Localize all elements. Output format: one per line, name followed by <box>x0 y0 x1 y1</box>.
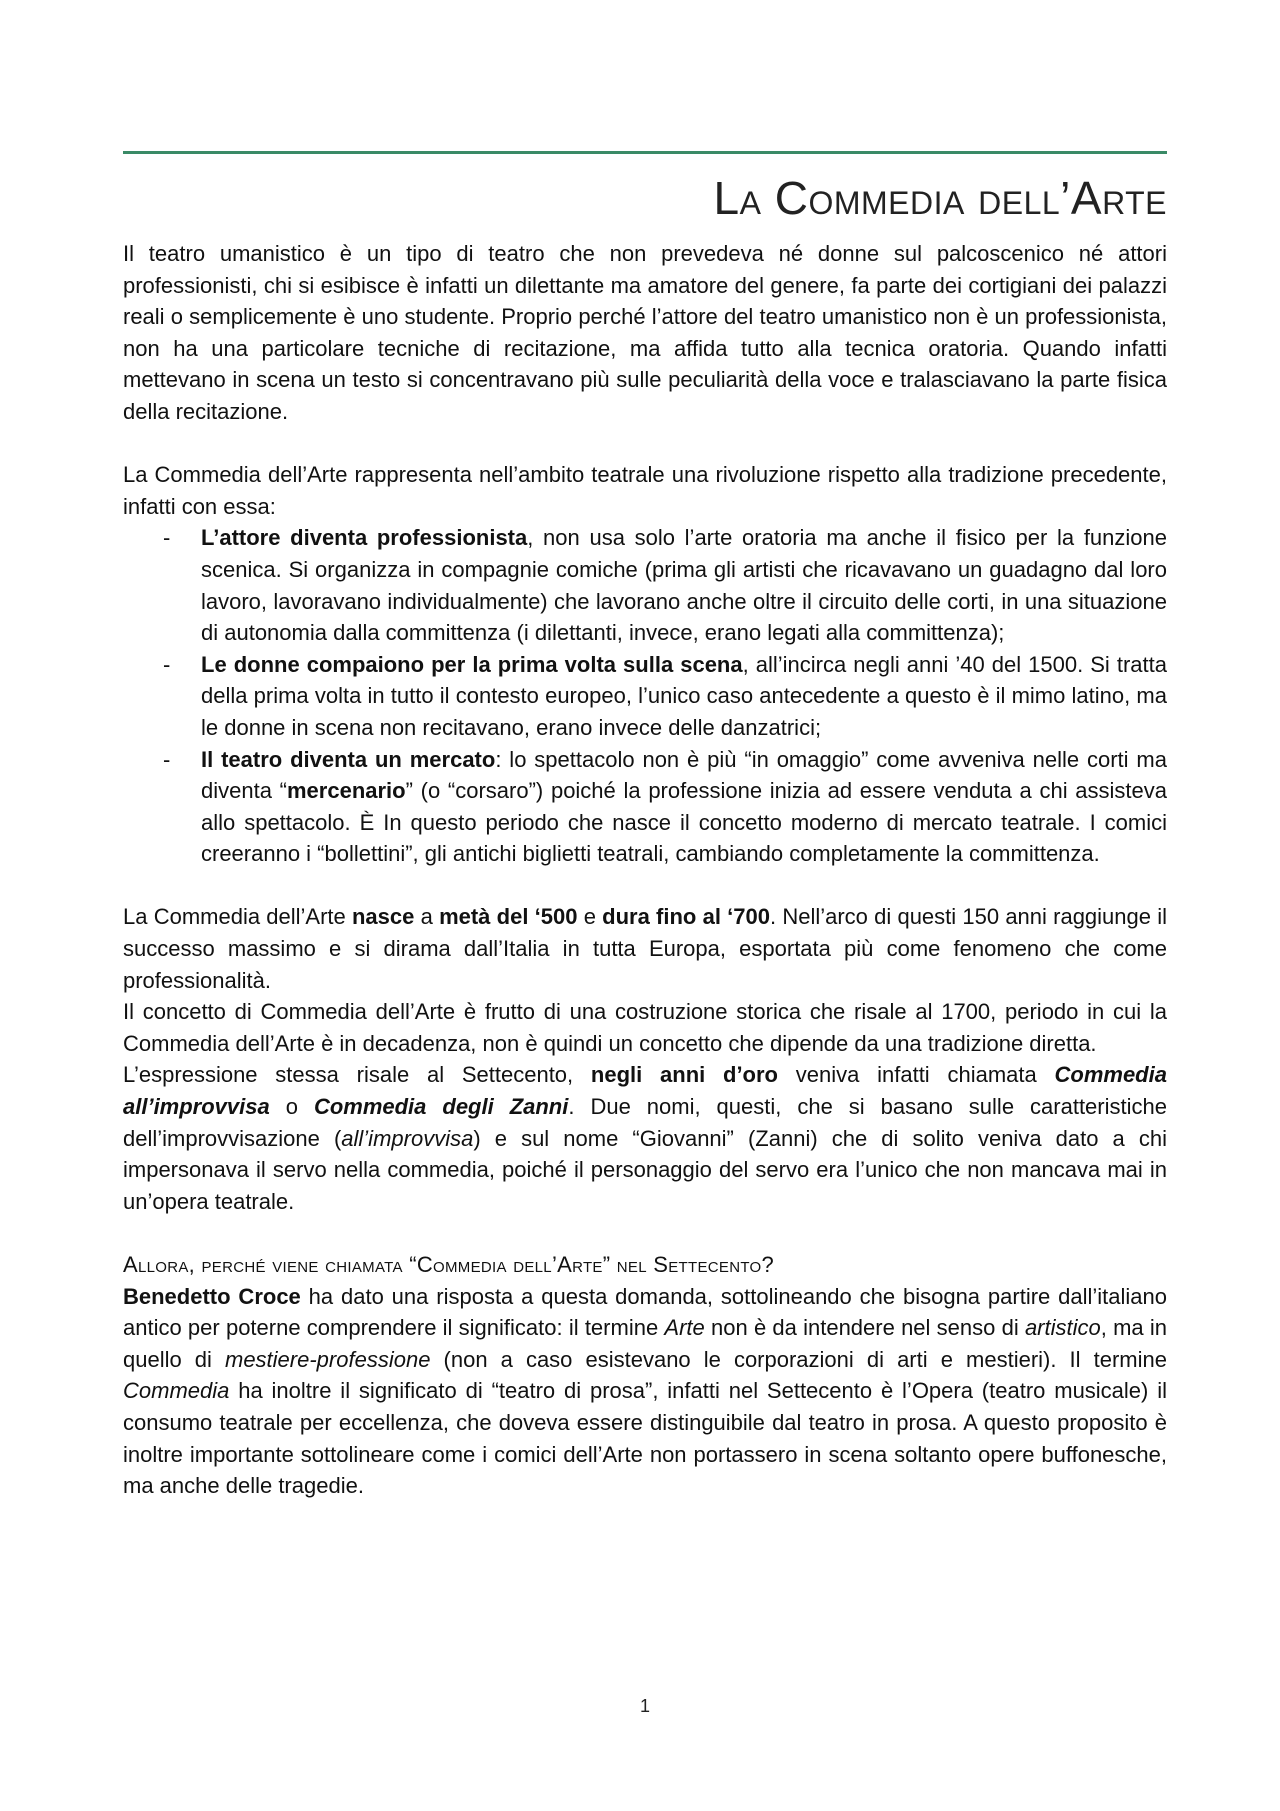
list-item: - L’attore diventa professionista, non usa solo l’arte oratoria ma anche il fisico per la funzione scenica. Si organizza in compagnie comiche (prima gli artisti che ricavavano un guadagno dal loro lavoro, lavoravano individualmente) che lavorano anche oltre il circuito delle corti, in una situazione di autonomia dalla committenza (i dilettanti, invece, erano legati alla committenza); <box>123 522 1167 648</box>
paragraph-nascita: La Commedia dell’Arte nasce a metà del ‘500 e dura fino al ‘700. Nell’arco di questi 150 anni raggiunge il successo massimo e si dirama dall’Italia in tutta Europa, esportata più come fenomeno che come professionalità. <box>123 904 1167 993</box>
document-body <box>123 238 1167 1502</box>
paragraph-rivoluzione: La Commedia dell’Arte rappresenta nell’ambito teatrale una rivoluzione rispetto alla tradizione precedente, infatti con essa: <box>123 462 1167 519</box>
section-subheading: Allora, perché viene chiamata “Commedia dell’Arte” nel Settecento? <box>123 1252 775 1277</box>
title-rule <box>123 151 1167 154</box>
list-item: - Il teatro diventa un mercato: lo spettacolo non è più “in omaggio” come avveniva nelle corti ma diventa “mercenario” (o “corsaro”) poiché la professione inizia ad essere venduta a chi assisteva allo spettacolo. È In questo periodo che nasce il concetto moderno di mercato teatrale. I comici creeranno i “bollettini”, gli antichi biglietti teatrali, cambiando completamente la committenza. <box>123 744 1167 870</box>
innovations-list <box>123 522 1167 870</box>
paragraph-teatro-umanistico: Il teatro umanistico è un tipo di teatro che non prevedeva né donne sul palcoscenico né attori professionisti, chi si esibisce è infatti un dilettante ma amatore del genere, fa parte dei cortigiani dei palazzi reali o semplicemente è uno studente. Proprio perché l’attore del teatro umanistico non è un professionista, non ha una particolare tecniche di recitazione, ma affida tutto alla tecnica oratoria. Quando infatti mettevano in scena un testo si concentravano più sulle peculiarità della voce e tralasciavano la parte fisica della recitazione. <box>123 241 1167 424</box>
document-title: La Commedia dell’Arte <box>713 172 1167 224</box>
bullet-marker: - <box>163 651 171 677</box>
paragraph-espressione: L’espressione stessa risale al Settecento, negli anni d’oro veniva infatti chiamata Commedia all’improvvisa o Commedia degli Zanni. Due nomi, questi, che si basano sulle caratteristiche dell’improvvisazione (all’improvvisa) e sul nome “Giovanni” (Zanni) che di solito veniva dato a chi impersonava il servo nella commedia, poiché il personaggio del servo era l’unico che non mancava mai in un’opera teatrale. <box>123 1062 1167 1214</box>
paragraph-costruzione-storica: Il concetto di Commedia dell’Arte è frutto di una costruzione storica che risale al 1700, periodo in cui la Commedia dell’Arte è in decadenza, non è quindi un concetto che dipende da una tradizione diretta. <box>123 999 1167 1056</box>
paragraph-croce: Benedetto Croce ha dato una risposta a questa domanda, sottolineando che bisogna partire dall’italiano antico per poterne comprendere il significato: il termine Arte non è da intendere nel senso di artistico, ma in quello di mestiere-professione (non a caso esistevano le corporazioni di arti e mestieri). Il termine Commedia ha inoltre il significato di “teatro di prosa”, infatti nel Settecento è l’Opera (teatro musicale) il consumo teatrale per eccellenza, che doveva essere distinguibile dal teatro in prosa. A questo proposito è inoltre importante sottolineare come i comici dell’Arte non portassero in scena soltanto opere buffonesche, ma anche delle tragedie. <box>123 1283 1167 1499</box>
bullet-marker: - <box>163 746 171 772</box>
bullet-marker: - <box>163 525 171 551</box>
page-number: 1 <box>639 1696 650 1716</box>
list-item: - Le donne compaiono per la prima volta sulla scena, all’incirca negli anni ’40 del 1500. Si tratta della prima volta in tutto il contesto europeo, l’unico caso antecedente a questo è il mimo latino, ma le donne in scena non recitavano, erano invece delle danzatrici; <box>123 649 1167 744</box>
